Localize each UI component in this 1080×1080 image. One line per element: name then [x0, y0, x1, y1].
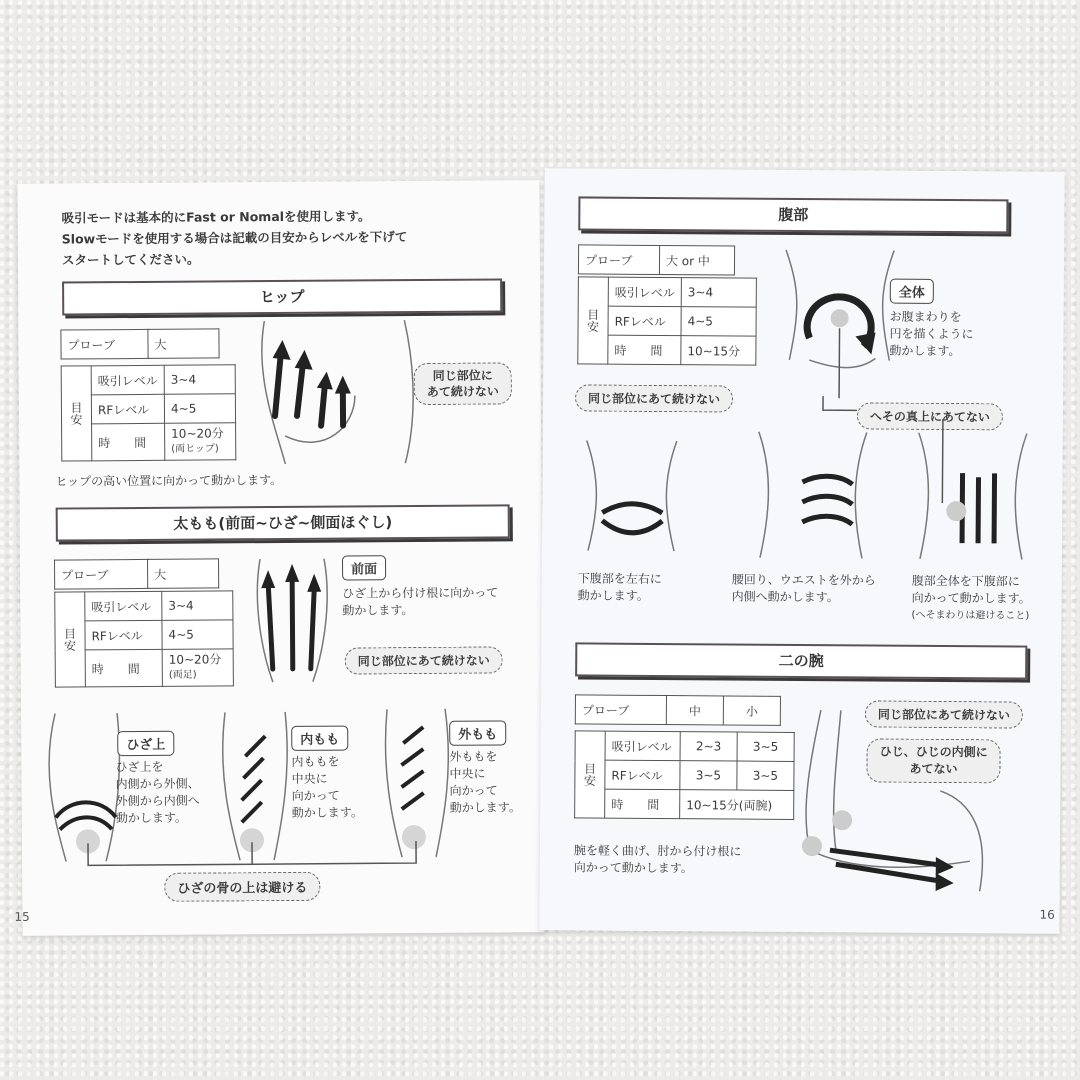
- rf-level-value: 4~5: [162, 620, 233, 649]
- time-value: 10~20分: [171, 426, 224, 441]
- rf-level-value: 4~5: [681, 307, 756, 337]
- hip-section-title: ヒップ: [62, 278, 502, 315]
- front-tag: 前面: [342, 555, 386, 580]
- probe-value: 大: [148, 329, 219, 358]
- intro-line: 吸引モードは基本的にFast or Nomalを使用します。: [61, 208, 371, 226]
- outer-thigh-illustration: [381, 709, 452, 859]
- rf-level-label: RFレベル: [605, 760, 680, 790]
- text-line: 動かします。: [342, 603, 414, 618]
- text-line: 外ももを: [449, 749, 498, 764]
- time-label: 時 間: [608, 335, 681, 365]
- suction-level-label: 吸引レベル: [608, 277, 681, 307]
- text-line: 中央に: [291, 771, 328, 786]
- intro-line: Slowモードを使用する場合は記載の目安からレベルを下げて: [61, 229, 408, 247]
- page-number: 16: [1039, 907, 1055, 922]
- arm-illustration: [790, 700, 1021, 902]
- text-note: (へそまわりは避けること): [911, 609, 1030, 622]
- suction-level-value: 3~4: [162, 591, 233, 620]
- abdomen-section-title: 腹部: [578, 196, 1008, 233]
- front-description: [342, 584, 498, 619]
- text-line: 下腹部を左右に: [577, 571, 662, 587]
- suction-level-value: 3~4: [681, 278, 756, 308]
- waist-description: [732, 572, 876, 607]
- thigh-guide-table: [54, 590, 234, 687]
- rf-level-label: RFレベル: [91, 394, 164, 424]
- waist-illustration: [752, 432, 873, 563]
- warning-line: ひじ、ひじの内側に: [879, 744, 988, 760]
- lower-abdomen-illustration: [582, 440, 683, 561]
- thigh-front-illustration: [252, 554, 333, 685]
- rf-level-value: 4~5: [164, 394, 235, 423]
- time-note: (両足): [168, 669, 197, 681]
- hip-description: ヒップの高い位置に向かって動かします。: [55, 472, 283, 489]
- abdomen-warning: 同じ部位にあて続けない: [575, 384, 733, 412]
- time-value: 10~15分(両腕): [680, 790, 794, 820]
- text-line: 内ももを: [291, 754, 340, 769]
- text-line: 動かします。: [291, 805, 363, 820]
- manual-page-left: [14, 180, 544, 936]
- probe-value-medium: 中: [666, 696, 723, 725]
- knee-tag: ひざ上: [117, 731, 174, 756]
- hip-guide-table: [61, 364, 237, 461]
- time-value: 10~20分: [168, 652, 222, 667]
- abdomen-circle-illustration: [779, 250, 900, 401]
- guide-label: 目安: [55, 592, 86, 687]
- warning-line: あてない: [909, 761, 958, 777]
- probe-value: 大: [148, 559, 219, 588]
- time-label: 時 間: [605, 789, 680, 819]
- hip-illustration: [244, 315, 415, 466]
- suction-level-value-medium: 2~3: [680, 732, 737, 761]
- manual-page-right: [539, 168, 1064, 934]
- text-line: 内側から外側、: [115, 776, 200, 792]
- whole-abdomen-down-description: [911, 573, 1030, 625]
- thigh-warning: 同じ部位にあて続けない: [345, 646, 503, 674]
- text-line: 向かって: [449, 783, 498, 798]
- text-line: 動かします。: [577, 588, 649, 603]
- probe-value-small: 小: [723, 696, 780, 725]
- probe-value: 大 or 中: [659, 245, 734, 275]
- guide-label: 目安: [578, 277, 609, 364]
- text-line: ひざ上を: [115, 759, 164, 775]
- rf-level-label: RFレベル: [608, 306, 681, 336]
- page-number: 15: [14, 909, 30, 924]
- text-line: ひざ上から付け根に向かって: [342, 585, 499, 601]
- arm-guide-table: [574, 730, 795, 820]
- knee-illustration: [45, 713, 126, 864]
- knee-avoid-warning: ひざの骨の上は避ける: [164, 872, 320, 902]
- knee-connector-lines: [82, 841, 422, 873]
- rf-level-value-small: 3~5: [737, 761, 794, 790]
- text-line: 向かって: [291, 788, 340, 803]
- probe-label: プローブ: [575, 695, 666, 725]
- inner-thigh-description: [291, 753, 363, 821]
- thigh-section-title: 太もも(前面~ひざ~側面ほぐし): [56, 504, 510, 541]
- whole-abdomen-down-illustration: [912, 433, 1033, 564]
- suction-level-value: 3~4: [164, 365, 235, 394]
- thigh-spec-table: [54, 558, 219, 589]
- suction-level-label: 吸引レベル: [91, 365, 164, 395]
- lower-abdomen-description: [578, 570, 662, 605]
- abdomen-guide-table: [577, 276, 757, 365]
- text-line: 動かします。: [115, 810, 187, 826]
- outer-thigh-tag: 外もも: [449, 720, 506, 745]
- arm-section-title: 二の腕: [575, 642, 1027, 679]
- rf-level-label: RFレベル: [85, 620, 162, 650]
- suction-level-label: 吸引レベル: [85, 591, 162, 621]
- time-label: 時 間: [92, 423, 165, 461]
- text-line: 内側へ動かします。: [731, 589, 839, 605]
- text-line: 中央に: [449, 766, 486, 781]
- warning-line: 同じ部位に: [432, 368, 493, 383]
- inner-thigh-tag: 内もも: [291, 726, 348, 751]
- text-line: 腕を軽く曲げ、肘から付け根に: [573, 843, 742, 859]
- probe-label: プローブ: [578, 245, 659, 275]
- text-line: 腹部全体を下腹部に: [911, 573, 1020, 589]
- suction-level-label: 吸引レベル: [605, 731, 680, 761]
- probe-label: プローブ: [61, 329, 148, 359]
- knee-description: [115, 759, 199, 828]
- time-value: 10~15分: [681, 336, 756, 366]
- arm-description: [574, 842, 742, 877]
- probe-label: プローブ: [55, 559, 148, 589]
- text-line: お腹まわりを: [889, 309, 962, 325]
- elbow-warning: [866, 738, 1000, 783]
- abdomen-spec-table: [578, 244, 735, 275]
- whole-abdomen-tag: 全体: [890, 279, 934, 304]
- text-line: 円を描くように: [889, 326, 974, 342]
- arm-spec-table: [575, 694, 781, 725]
- time-label: 時 間: [85, 649, 162, 687]
- text-line: 動かします。: [449, 800, 521, 815]
- guide-label: 目安: [575, 731, 606, 818]
- time-note: (両ヒップ): [171, 443, 219, 455]
- hip-warning: [414, 362, 512, 405]
- arm-warning: 同じ部位にあて続けない: [865, 700, 1023, 728]
- guide-label: 目安: [61, 366, 92, 461]
- text-line: 向かって動かします。: [573, 860, 693, 876]
- text-line: 向かって動かします。: [911, 590, 1031, 606]
- outer-thigh-description: [449, 748, 521, 816]
- text-line: 動かします。: [889, 343, 961, 359]
- hip-spec-table: [60, 328, 219, 359]
- text-line: 外側から内側へ: [115, 793, 200, 809]
- navel-warning: へその真上にあてない: [857, 402, 1003, 430]
- intro-note: [62, 205, 408, 270]
- rf-level-value-medium: 3~5: [680, 761, 737, 790]
- text-line: 腰回り、ウエストを外から: [731, 572, 876, 588]
- suction-level-value-small: 3~5: [737, 732, 794, 761]
- intro-line: スタートしてください。: [61, 251, 200, 268]
- whole-abdomen-description: [889, 309, 973, 361]
- inner-thigh-illustration: [221, 712, 292, 862]
- warning-line: あて続けない: [426, 384, 499, 399]
